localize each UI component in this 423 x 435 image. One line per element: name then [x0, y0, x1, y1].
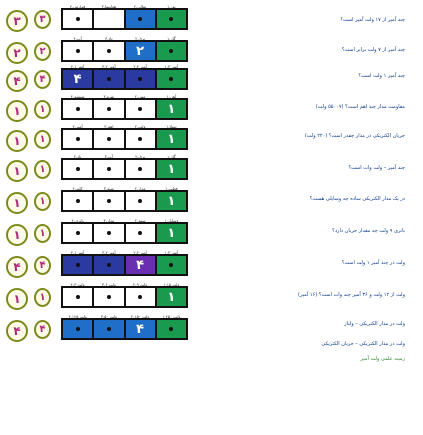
empty-dot-icon [76, 49, 80, 53]
question-8: باتری ۹ ولت چه مقدار جریان دارد؟ [332, 228, 405, 234]
empty-dot-icon [76, 137, 80, 141]
selected-answer-number: ۱ [167, 161, 176, 177]
empty-dot-icon [76, 327, 80, 331]
answer-cell-9-3[interactable] [92, 250, 125, 276]
choice-label: ۱.۱۵ ولت [163, 282, 180, 287]
empty-dot-icon [107, 77, 111, 81]
choice-label: ۱.۳ آمپر [164, 250, 179, 255]
choice-label: ۱.تسلا [166, 124, 177, 129]
empty-dot-icon [138, 199, 142, 203]
question-12: ولت در مدار الکتریکی – جریان الکتریکی [321, 341, 405, 347]
score-circle-4-2: ۱ [34, 100, 51, 119]
choice-label: ۱.۴۵۰ ولت [162, 314, 181, 319]
choice-label: ۴.۳ ولت [70, 282, 85, 287]
answer-cell-11-1[interactable] [155, 314, 188, 340]
empty-dot-icon [107, 263, 111, 267]
choice-label: ۲.ولت [134, 124, 146, 129]
answer-cell-5-4[interactable] [61, 124, 94, 150]
answer-row-7 [61, 186, 188, 212]
choice-label: ۴.۱ آمپر [70, 64, 85, 69]
answer-cell-4-1[interactable] [155, 94, 188, 120]
choice-label: ۴.۱ آمپر [70, 250, 85, 255]
answer-cell-5-1[interactable] [155, 124, 188, 150]
answer-cell-1-2[interactable] [124, 4, 157, 30]
answer-row-10 [61, 282, 188, 308]
answer-cell-10-3[interactable] [92, 282, 125, 308]
answer-cell-3-4[interactable] [61, 64, 94, 90]
score-circle-10-2: ۱ [34, 288, 51, 307]
answer-cell-10-2[interactable] [124, 282, 157, 308]
answer-cell-2-2[interactable] [124, 36, 157, 62]
choice-label: ۳.هواپیما [101, 4, 117, 9]
choice-label: ۳.۲ آمپر [102, 64, 116, 69]
question-10: ولت از ۱۲ ولت و ۳۶ آمپر چند وات است؟ (۱۶ آمپر) [298, 292, 405, 298]
choice-label: ۲.۴ آمپر [133, 64, 147, 69]
empty-dot-icon [107, 49, 111, 53]
empty-dot-icon [107, 231, 111, 235]
choice-label: ۳.اهم [104, 124, 114, 129]
answer-row-8 [61, 218, 188, 244]
answer-cell-9-1[interactable] [155, 250, 188, 276]
empty-dot-icon [76, 199, 80, 203]
choice-label: ۲.۱۵۰ ولت [131, 314, 150, 319]
empty-dot-icon [107, 327, 111, 331]
question-6: چند آمپر – ولت وات است؟ [348, 165, 405, 171]
answer-row-11 [61, 314, 188, 340]
score-circle-9-1: ۴ [6, 256, 28, 278]
answer-cell-11-4[interactable] [61, 314, 94, 340]
answer-cell-6-2[interactable] [124, 154, 157, 180]
answer-cell-8-3[interactable] [92, 218, 125, 244]
selected-answer-number: ۴ [136, 257, 145, 273]
answer-cell-6-4[interactable] [61, 154, 94, 180]
selected-answer-number: ۱ [167, 131, 176, 147]
choice-label: ۴.آب [73, 36, 82, 41]
answer-cell-8-4[interactable] [61, 218, 94, 244]
choice-label: ۱.گاز [167, 154, 176, 159]
score-circle-10-1: ۱ [6, 288, 28, 310]
choice-label: ۲.برق [135, 36, 146, 41]
empty-dot-icon [138, 107, 142, 111]
empty-dot-icon [138, 167, 142, 171]
answer-cell-4-3[interactable] [92, 94, 125, 120]
choice-label: ۲.سیم [134, 218, 146, 223]
empty-dot-icon [138, 295, 142, 299]
score-circle-1-1: ۳ [6, 10, 28, 32]
choice-label: ۴.۱۲۵ ولت [68, 314, 87, 319]
question-1: چند آمپر از ۱۷ ولت آمپر است؟ [340, 17, 405, 23]
empty-dot-icon [138, 17, 142, 21]
choice-label: ۲.سالن [133, 4, 147, 9]
score-circle-5-2: ۱ [34, 130, 51, 149]
score-circle-11-2: ۴ [34, 320, 51, 339]
empty-dot-icon [107, 199, 111, 203]
empty-dot-icon [107, 137, 111, 141]
selected-answer-number: ۱ [167, 289, 176, 305]
choice-label: ۴.فوارس [69, 4, 86, 9]
choice-label: ۲.برق [135, 154, 146, 159]
score-circle-6-2: ۱ [34, 160, 51, 179]
answer-row-1 [61, 4, 188, 30]
answer-cell-6-1[interactable] [155, 154, 188, 180]
score-circle-3-2: ۴ [34, 70, 51, 89]
selected-answer-number: ۲ [104, 11, 113, 27]
answer-cell-4-4[interactable] [61, 94, 94, 120]
answer-cell-1-1[interactable] [155, 4, 188, 30]
answer-cell-9-2[interactable] [124, 250, 157, 276]
empty-dot-icon [169, 327, 173, 331]
score-circle-5-1: ۱ [6, 130, 28, 152]
answer-cell-8-1[interactable] [155, 218, 188, 244]
choice-label: ۱.قطب [165, 186, 178, 191]
answer-row-2 [61, 36, 188, 62]
answer-cell-11-3[interactable] [92, 314, 125, 340]
choice-label: ۱.۳ آمپر [164, 64, 179, 69]
choice-label: ۳.باد [105, 36, 113, 41]
answer-cell-5-2[interactable] [124, 124, 157, 150]
empty-dot-icon [169, 49, 173, 53]
selected-answer-number: ۱ [167, 225, 176, 241]
empty-dot-icon [169, 77, 173, 81]
question-4: مقاومت مدار چند اهم است؟ (۵۵۰۰۷ ولت) [315, 104, 405, 110]
score-circle-3-1: ۴ [6, 70, 28, 92]
choice-label: ۳.نقره [103, 94, 115, 99]
question-13: زمینه علمی ولت آمپر [360, 356, 405, 362]
empty-dot-icon [169, 263, 173, 267]
empty-dot-icon [169, 17, 173, 21]
score-circle-8-2: ۱ [34, 224, 51, 243]
empty-dot-icon [138, 77, 142, 81]
empty-dot-icon [76, 231, 80, 235]
score-circle-7-2: ۱ [34, 192, 51, 211]
answer-cell-10-1[interactable] [155, 282, 188, 308]
choice-label: ۳.۶ ولت [101, 282, 116, 287]
empty-dot-icon [76, 263, 80, 267]
answer-cell-3-1[interactable] [155, 64, 188, 90]
choice-label: ۳.۵۰ ولت [100, 314, 117, 319]
answer-cell-4-2[interactable] [124, 94, 157, 120]
choice-label: ۳.منبع [103, 186, 114, 191]
empty-dot-icon [76, 107, 80, 111]
answer-cell-1-3[interactable] [92, 4, 125, 30]
answer-cell-5-3[interactable] [92, 124, 125, 150]
answer-cell-1-4[interactable] [61, 4, 94, 30]
score-circle-6-1: ۱ [6, 160, 28, 182]
score-circle-8-1: ۱ [6, 224, 28, 246]
answer-cell-11-2[interactable] [124, 314, 157, 340]
choice-label: ۲.۴ آمپر [133, 250, 147, 255]
answer-cell-7-1[interactable] [155, 186, 188, 212]
choice-label: ۴.کلید [72, 186, 83, 191]
question-11: ولت در مدار الکتریکی – ولتاژ [344, 321, 405, 327]
choice-label: ۱.آهن [166, 94, 177, 99]
answer-cell-6-3[interactable] [92, 154, 125, 180]
answer-cell-3-2[interactable] [124, 64, 157, 90]
answer-cell-7-2[interactable] [124, 186, 157, 212]
choice-label: ۱.وسایل [164, 218, 179, 223]
question-3: چند آمپر ۱ ولت است؟ [358, 73, 405, 79]
question-9: ولت در چند آمپر ۱ ولت است؟ [341, 260, 405, 266]
choice-label: ۱.نور [167, 4, 176, 9]
choice-label: ۱.گاز [167, 36, 176, 41]
empty-dot-icon [107, 295, 111, 299]
score-circle-2-2: ۲ [34, 42, 51, 61]
selected-answer-number: ۱ [167, 101, 176, 117]
question-7: در یک مدار الکتریکی ساده چه وسایلی هست؟ [309, 196, 405, 202]
score-circle-9-2: ۴ [34, 256, 51, 275]
empty-dot-icon [138, 137, 142, 141]
answer-row-3 [61, 64, 188, 90]
score-circle-11-1: ۴ [6, 320, 28, 342]
empty-dot-icon [107, 107, 111, 111]
score-circle-4-1: ۱ [6, 100, 28, 122]
empty-dot-icon [76, 167, 80, 171]
choice-label: ۲.مدار [134, 186, 146, 191]
score-circle-2-1: ۲ [6, 42, 28, 64]
choice-label: ۴.آمپر [72, 124, 83, 129]
score-circle-7-1: ۱ [6, 192, 28, 214]
answer-cell-3-3[interactable] [92, 64, 125, 90]
selected-answer-number: ۴ [136, 321, 145, 337]
choice-label: ۲.مس [134, 94, 146, 99]
choice-label: ۳.مدار [103, 218, 115, 223]
selected-answer-number: ۴ [73, 71, 82, 87]
empty-dot-icon [107, 167, 111, 171]
choice-label: ۲.۹ ولت [133, 282, 148, 287]
selected-answer-number: ۲ [136, 43, 145, 59]
answer-row-4 [61, 94, 188, 120]
answer-cell-2-3[interactable] [92, 36, 125, 62]
choice-label: ۳.آب [104, 154, 114, 159]
choice-label: ۴.باتری [71, 218, 84, 223]
answer-cell-7-4[interactable] [61, 186, 94, 212]
empty-dot-icon [76, 295, 80, 299]
answer-row-5 [61, 124, 188, 150]
score-circle-1-2: ۳ [34, 10, 51, 29]
answer-cell-2-1[interactable] [155, 36, 188, 62]
answer-row-9 [61, 250, 188, 276]
question-2: چند آمپر از ۷ ولت برابر است؟ [341, 47, 405, 53]
selected-answer-number: ۱ [167, 193, 176, 209]
empty-dot-icon [76, 17, 80, 21]
answer-row-6 [61, 154, 188, 180]
choice-label: ۴.شیشه [70, 94, 85, 99]
answer-cell-10-4[interactable] [61, 282, 94, 308]
answer-cell-2-4[interactable] [61, 36, 94, 62]
question-5: جریان الکتریکی در مدار چقدر است؟ (۲۲۰ ولت) [304, 133, 405, 139]
answer-cell-8-2[interactable] [124, 218, 157, 244]
answer-cell-7-3[interactable] [92, 186, 125, 212]
empty-dot-icon [138, 231, 142, 235]
choice-label: ۴.باد [73, 154, 82, 159]
choice-label: ۳.۲ آمپر [102, 250, 116, 255]
answer-cell-9-4[interactable] [61, 250, 94, 276]
